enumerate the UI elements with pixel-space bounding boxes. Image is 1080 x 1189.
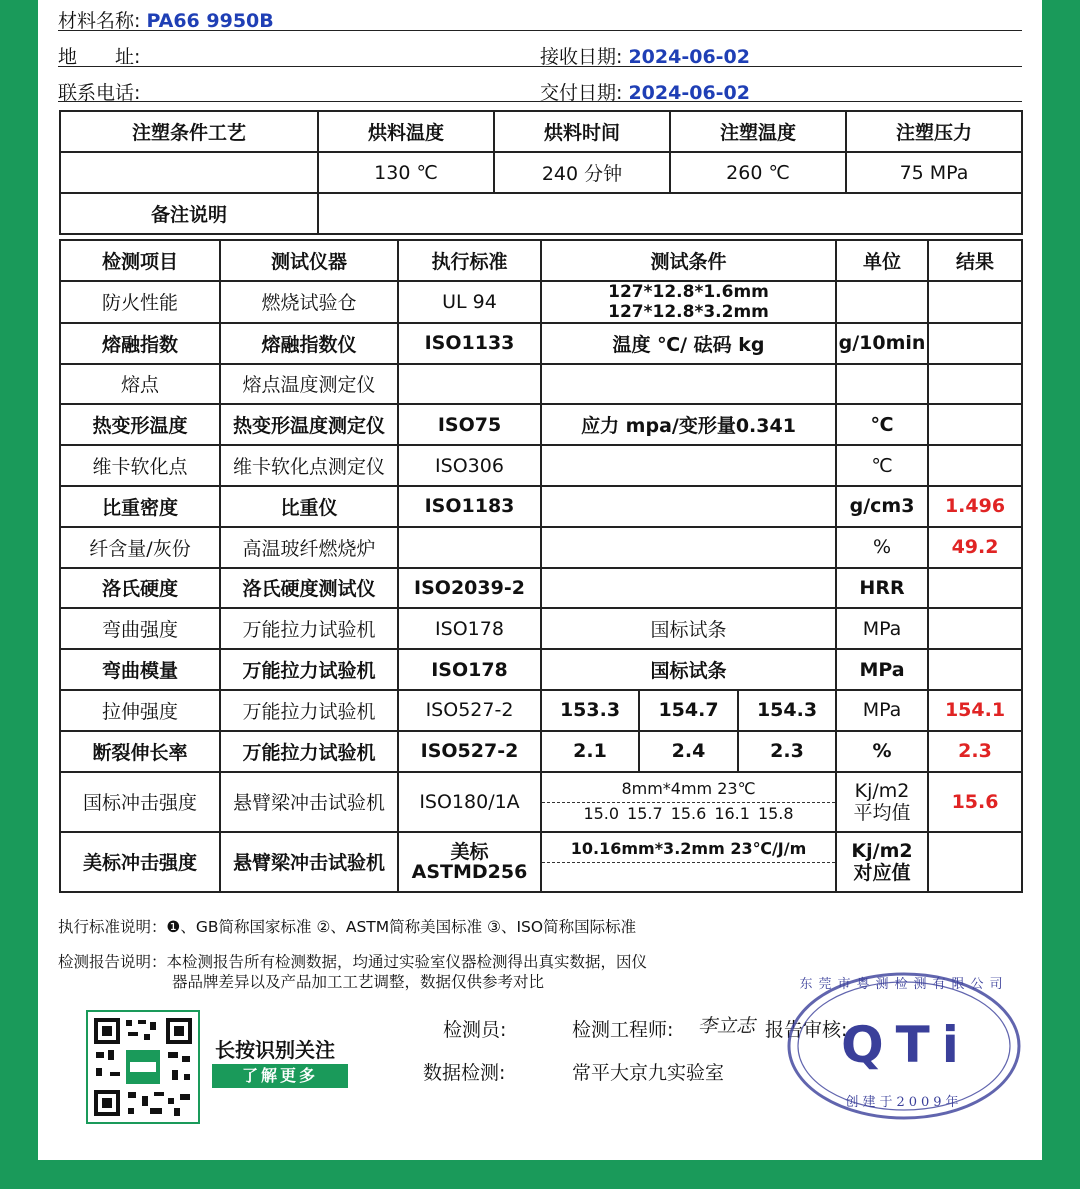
- company-seal: [774, 966, 1024, 1126]
- table-cell: 比重密度: [60, 486, 220, 527]
- table-cell: ISO1133: [398, 323, 541, 364]
- result-cell: [928, 832, 1022, 892]
- unit-line: Kj/m2: [851, 839, 913, 862]
- standard-note: 执行标准说明：❶、GB简称国家标准 ②、ASTM简称美国标准 ③、ISO简称国际标准: [58, 918, 637, 936]
- table-row: [60, 323, 1022, 364]
- table-row: [60, 568, 1022, 609]
- table-cell: [60, 152, 318, 193]
- table-cell: 130 ℃: [318, 152, 494, 193]
- table-cell: [836, 772, 928, 832]
- table-cell: MPa: [836, 608, 928, 649]
- table-cell: [398, 832, 541, 892]
- table-cell: [541, 832, 836, 892]
- table-row: [60, 404, 1022, 445]
- table-row: [60, 690, 1022, 731]
- unit-stack: [837, 840, 927, 884]
- material-label: 材料名称:: [58, 10, 141, 32]
- underline: [58, 101, 1022, 102]
- result-cell: 49.2: [928, 527, 1022, 568]
- table-cell: ISO2039-2: [398, 568, 541, 609]
- engineer-label: 检测工程师:: [572, 1019, 674, 1041]
- table-cell: ISO178: [398, 608, 541, 649]
- condition-line: 127*12.8*1.6mm: [608, 281, 769, 302]
- table-cell: 维卡软化点测定仪: [220, 445, 398, 486]
- phone-label: 联系电话:: [58, 82, 141, 104]
- table-cell: ISO527-2: [398, 690, 541, 731]
- seal-year: 创建于2009年: [845, 1095, 963, 1110]
- unit-stack: [837, 780, 927, 824]
- table-cell: 断裂伸长率: [60, 731, 220, 772]
- table-row: [60, 445, 1022, 486]
- table-cell: 热变形温度: [60, 404, 220, 445]
- table-cell: 燃烧试验仓: [220, 281, 398, 323]
- table-cell: 熔融指数: [60, 323, 220, 364]
- remark-label: 备注说明: [60, 193, 318, 234]
- result-cell: 15.6: [928, 772, 1022, 832]
- unit-line: 对应值: [853, 861, 911, 884]
- table-row: [60, 772, 1022, 832]
- table-cell: [541, 527, 836, 568]
- learn-more-button[interactable]: 了解更多: [212, 1064, 348, 1088]
- table-cell: ISO306: [398, 445, 541, 486]
- table-cell: [836, 281, 928, 323]
- condition-value: 15.8: [757, 804, 794, 824]
- table-cell: 拉伸强度: [60, 690, 220, 731]
- standard-line: 美标: [450, 840, 489, 863]
- table-header-cell: 烘料温度: [318, 111, 494, 152]
- result-cell: [928, 364, 1022, 405]
- table-cell: ISO180/1A: [398, 772, 541, 832]
- table-header-cell: 测试条件: [541, 240, 836, 281]
- sub-value-cell: 153.3: [541, 690, 639, 731]
- table-cell: 弯曲模量: [60, 649, 220, 690]
- table-cell: g/10min: [836, 323, 928, 364]
- table-cell: MPa: [836, 649, 928, 690]
- table-cell: ISO1183: [398, 486, 541, 527]
- sub-value-cell: 154.3: [738, 690, 836, 731]
- reviewer-label: 报告审核:: [765, 1019, 848, 1041]
- molding-conditions-table: [59, 110, 1023, 235]
- qr-code[interactable]: [86, 1010, 200, 1124]
- table-cell: [836, 364, 928, 405]
- qr-caption: 长按识别关注: [215, 1038, 335, 1062]
- inspector-label: 检测员:: [443, 1019, 507, 1041]
- table-row: [60, 364, 1022, 405]
- table-cell: ISO527-2: [398, 731, 541, 772]
- table-cell: 美标冲击强度: [60, 832, 220, 892]
- table-cell: 比重仪: [220, 486, 398, 527]
- result-cell: [928, 281, 1022, 323]
- table-cell: [541, 486, 836, 527]
- report-note-line1: 检测报告说明：本检测报告所有检测数据，均通过实验室仪器检测得出真实数据，因仪: [58, 953, 648, 971]
- table-header-cell: 烘料时间: [494, 111, 670, 152]
- table-cell: 75 MPa: [846, 152, 1022, 193]
- table-row: [60, 281, 1022, 323]
- table-cell: 高温玻纤燃烧炉: [220, 527, 398, 568]
- sub-value-cell: 2.4: [639, 731, 738, 772]
- table-cell: [541, 364, 836, 405]
- table-cell: ISO178: [398, 649, 541, 690]
- table-cell: [398, 527, 541, 568]
- table-cell: [836, 832, 928, 892]
- table-header-cell: 执行标准: [398, 240, 541, 281]
- condition-values: [542, 803, 835, 825]
- table-cell: 国标试条: [541, 608, 836, 649]
- table-row: [60, 152, 1022, 193]
- result-cell: [928, 608, 1022, 649]
- table-cell: 熔点: [60, 364, 220, 405]
- deliver-label: 交付日期:: [540, 82, 623, 104]
- sub-value-cell: 2.1: [541, 731, 639, 772]
- table-cell: MPa: [836, 690, 928, 731]
- table-row: [60, 832, 1022, 892]
- table-cell: 维卡软化点: [60, 445, 220, 486]
- result-cell: 2.3: [928, 731, 1022, 772]
- receive-label: 接收日期:: [540, 46, 623, 68]
- table-cell: 国标冲击强度: [60, 772, 220, 832]
- table-cell: 万能拉力试验机: [220, 690, 398, 731]
- table-cell: HRR: [836, 568, 928, 609]
- condition-line: 127*12.8*3.2mm: [608, 301, 769, 322]
- material-row: [58, 6, 274, 33]
- test-results-table: [59, 239, 1023, 893]
- table-row: [60, 608, 1022, 649]
- table-row: [60, 731, 1022, 772]
- table-cell: %: [836, 731, 928, 772]
- result-cell: 154.1: [928, 690, 1022, 731]
- table-cell: 洛氏硬度: [60, 568, 220, 609]
- result-cell: [928, 649, 1022, 690]
- standard-stack: [399, 842, 540, 882]
- table-row: [60, 649, 1022, 690]
- receive-date: 2024-06-02: [628, 46, 750, 68]
- result-cell: [928, 445, 1022, 486]
- standard-line: ASTMD256: [411, 860, 528, 883]
- table-cell: 弯曲强度: [60, 608, 220, 649]
- underline: [58, 66, 1022, 67]
- table-cell: 温度 ℃/ 砝码 kg: [541, 323, 836, 364]
- table-cell: 万能拉力试验机: [220, 649, 398, 690]
- table-cell: 240 分钟: [494, 152, 670, 193]
- table-header-cell: 测试仪器: [220, 240, 398, 281]
- table-cell: [541, 772, 836, 832]
- table-cell: UL 94: [398, 281, 541, 323]
- table-cell: [541, 281, 836, 323]
- table-cell: ℃: [836, 445, 928, 486]
- underline: [58, 30, 1022, 31]
- report-note-line2: 器品牌差异以及产品加工工艺调整，数据仅供参考对比: [172, 973, 545, 991]
- table-cell: 国标试条: [541, 649, 836, 690]
- table-header-cell: 结果: [928, 240, 1022, 281]
- qr-code-graphic: [88, 1012, 198, 1122]
- seal-text: 东莞市粤测检测有限公司: [799, 977, 1009, 992]
- table-cell: 热变形温度测定仪: [220, 404, 398, 445]
- table-cell: [541, 568, 836, 609]
- seal-logo: QTi: [841, 1016, 971, 1074]
- table-header-row: [60, 240, 1022, 281]
- sub-value-cell: 154.7: [639, 690, 738, 731]
- condition-value: 15.6: [670, 804, 707, 824]
- table-cell: 悬臂梁冲击试验机: [220, 772, 398, 832]
- table-header-cell: 注塑条件工艺: [60, 111, 318, 152]
- condition-top: 8mm*4mm 23℃: [542, 778, 835, 803]
- condition-value: 15.7: [627, 804, 663, 824]
- table-cell: 悬臂梁冲击试验机: [220, 832, 398, 892]
- table-row: [60, 193, 1022, 234]
- receive-row: [540, 42, 750, 69]
- table-cell: 洛氏硬度测试仪: [220, 568, 398, 609]
- table-header-cell: 检测项目: [60, 240, 220, 281]
- table-cell: 260 ℃: [670, 152, 846, 193]
- table-header-cell: 单位: [836, 240, 928, 281]
- table-row: [60, 486, 1022, 527]
- table-cell: 纤含量/灰份: [60, 527, 220, 568]
- material-value: PA66 9950B: [146, 10, 274, 32]
- condition-top: 10.16mm*3.2mm 23℃/J/m: [542, 838, 835, 863]
- result-cell: [928, 404, 1022, 445]
- table-cell: 防火性能: [60, 281, 220, 323]
- data-label: 数据检测:: [423, 1062, 506, 1084]
- table-header-cell: 注塑压力: [846, 111, 1022, 152]
- table-cell: ISO75: [398, 404, 541, 445]
- deliver-date: 2024-06-02: [628, 82, 750, 104]
- result-cell: [928, 568, 1022, 609]
- table-cell: [398, 364, 541, 405]
- table-cell: 万能拉力试验机: [220, 731, 398, 772]
- table-cell: ℃: [836, 404, 928, 445]
- table-cell: 熔点温度测定仪: [220, 364, 398, 405]
- table-cell: %: [836, 527, 928, 568]
- lab-name: 常平大京九实验室: [572, 1062, 725, 1084]
- engineer-signature: 李立志: [698, 1015, 756, 1037]
- result-cell: 1.496: [928, 486, 1022, 527]
- unit-line: 平均值: [853, 801, 911, 824]
- table-cell: 万能拉力试验机: [220, 608, 398, 649]
- table-cell: 应力 mpa/变形量0.341: [541, 404, 836, 445]
- table-cell: 熔融指数仪: [220, 323, 398, 364]
- condition-value: 16.1: [714, 804, 750, 824]
- table-row: [60, 527, 1022, 568]
- condition-value: 15.0: [583, 804, 620, 824]
- table-row: [60, 111, 1022, 152]
- address-label: 地 址:: [58, 46, 141, 68]
- remark-value: [318, 193, 1022, 234]
- unit-line: Kj/m2: [854, 779, 910, 802]
- condition-values: [542, 863, 835, 885]
- table-header-cell: 注塑温度: [670, 111, 846, 152]
- condition-stack: [542, 282, 835, 322]
- table-cell: g/cm3: [836, 486, 928, 527]
- result-cell: [928, 323, 1022, 364]
- table-cell: [541, 445, 836, 486]
- sub-value-cell: 2.3: [738, 731, 836, 772]
